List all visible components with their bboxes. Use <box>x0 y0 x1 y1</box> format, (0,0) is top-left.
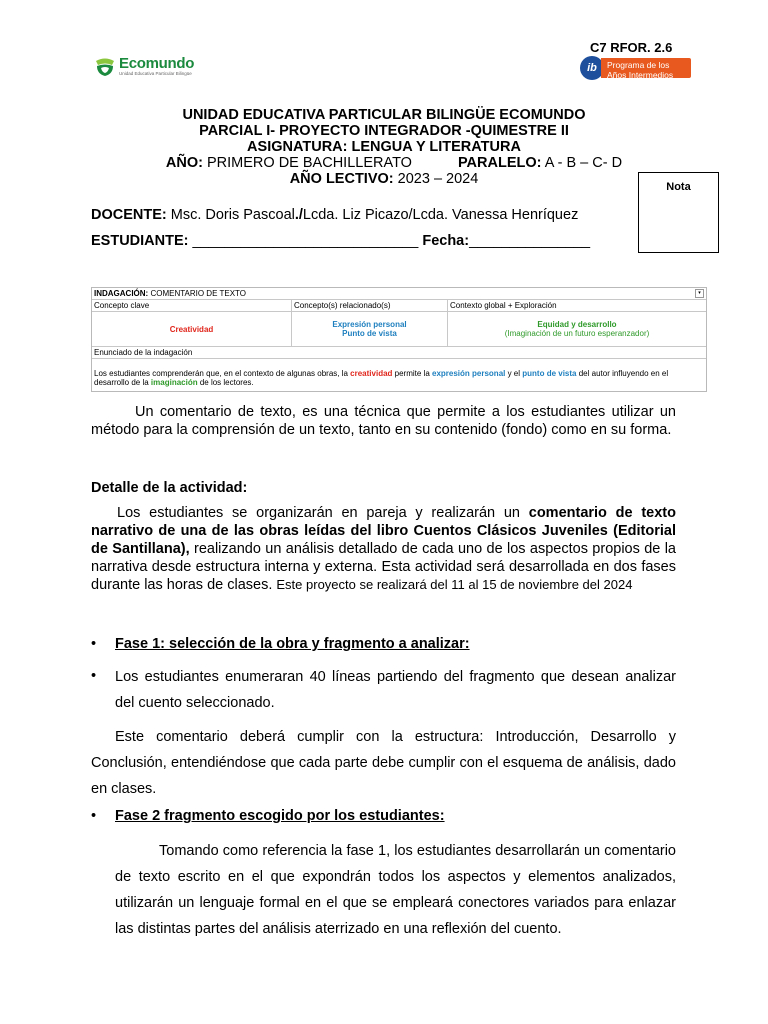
estudiante-line <box>91 233 590 249</box>
value-imaginacion-futuro: (Imaginación de un futuro esperanzador) <box>504 329 650 338</box>
estudiante-blank[interactable]: ____________________________ <box>188 233 423 249</box>
document-code: C7 RFOR. 2.6 <box>590 40 673 55</box>
value-creatividad: Creatividad <box>169 324 214 334</box>
anio-value: PRIMERO DE BACHILLERATO <box>202 155 412 171</box>
paralelo-label: PARALELO: <box>457 155 542 171</box>
detalle-heading: Detalle de la actividad: <box>91 480 248 496</box>
paralelo-value: A - B – C- D <box>541 155 623 171</box>
estructura-paragraph: Este comentario deberá cumplir con la estructura: Introducción, Desarrollo y Conclusión, entendiéndose que cada parte debe cumplir con el esquema de análisis, dado en clases. <box>91 729 676 797</box>
ib-program-line1: Programa de los <box>607 60 670 70</box>
value-expresion-personal: Expresión personal <box>332 320 407 329</box>
bullet-icon: • <box>91 668 97 684</box>
document-header <box>80 107 688 187</box>
anio-label: AÑO: <box>165 155 203 171</box>
enunciado-row <box>92 359 706 391</box>
nota-box: Nota <box>638 172 719 253</box>
ib-icon: ib <box>580 56 604 80</box>
lectivo-label: AÑO LECTIVO: <box>289 171 394 187</box>
col-concepto-clave: Concepto clave <box>92 300 292 311</box>
fechas-proyecto: Este proyecto se realizará del 11 al 15 de noviembre del 2024 <box>276 577 633 592</box>
ecomundo-logo-icon <box>94 57 116 77</box>
indagacion-header-row <box>92 300 706 312</box>
docente-line <box>91 207 578 223</box>
enunciado-label-row <box>92 347 706 359</box>
detalle-paragraph: Los estudiantes se organizarán en pareja y realizarán un comentario de texto narrativo de una de las obras leídas del libro Cuentos Clásicos Juveniles (Editorial de Santillana), realizando un análisis detallado de cada uno de los aspectos propios de la narrativa desde estructura interna y externa. Esta actividad será desarrollada en dos fases durante las horas de clases. Este proyecto se realizará del 11 al 15 de noviembre del 2024 <box>91 505 676 593</box>
fase2-paragraph: Tomando como referencia la fase 1, los estudiantes desarrollarán un comentario de texto escrito en el que expondrán todos los aspectos y elementos analizados, utilizarán un lenguaje formal en el que se empleará conectores variados para enlazar las distintas partes del análisis aterrizado en una reflexión del cuento. <box>115 843 676 937</box>
indagacion-title: COMENTARIO DE TEXTO <box>148 289 247 298</box>
enunciado-label: Enunciado de la indagación <box>94 348 193 357</box>
indagacion-title-label: INDAGACIÓN: <box>94 289 149 298</box>
ib-program-logo <box>580 56 691 80</box>
enunciado-text: Los estudiantes comprenderán que, en el contexto de algunas obras, la creatividad permite la expresión personal y el punto de vista del autor influyendo en el desarrollo de la imaginación de los lectores. <box>94 369 669 387</box>
ecomundo-logo <box>94 56 194 77</box>
fase1-item-text: Los estudiantes enumeraran 40 líneas partiendo del fragmento que desean analizar del cuento seleccionado. <box>115 669 676 711</box>
header-year-line <box>80 155 688 171</box>
fecha-blank[interactable]: _______________ <box>469 233 591 249</box>
estudiante-label: ESTUDIANTE: <box>91 233 189 249</box>
fase1-item <box>91 668 676 728</box>
bullet-icon: • <box>91 636 97 652</box>
value-punto-de-vista: Punto de vista <box>342 329 397 338</box>
bullet-icon: • <box>91 808 97 824</box>
fase1-title: Fase 1: selección de la obra y fragmento a analizar: <box>115 636 470 652</box>
header-school: UNIDAD EDUCATIVA PARTICULAR BILINGÜE ECOMUNDO <box>182 107 586 123</box>
fecha-label: Fecha: <box>422 233 470 249</box>
logo-tagline: Unidad Educativa Particular Bilingüe <box>119 71 192 76</box>
indagacion-title-row <box>92 288 706 300</box>
lectivo-value: 2023 – 2024 <box>393 171 479 187</box>
docente-rest: Lcda. Liz Picazo/Lcda. Vanessa Henríquez <box>302 207 579 223</box>
header-lectivo-line <box>80 171 688 187</box>
ib-program-line2: Años Intermedios <box>607 70 674 80</box>
indagacion-table <box>91 287 707 392</box>
header-project: PARCIAL I- PROYECTO INTEGRADOR -QUIMESTRE II <box>199 123 569 139</box>
col-conceptos-relacionados: Concepto(s) relacionado(s) <box>292 300 448 311</box>
docente-label: DOCENTE: <box>91 207 167 223</box>
dropdown-arrow-icon[interactable]: ▾ <box>695 289 704 298</box>
docente-value: Msc. Doris Pascoal <box>166 207 295 223</box>
docente-sep: ./ <box>294 207 303 223</box>
intro-paragraph: Un comentario de texto, es una técnica que permite a los estudiantes utilizar un método para la comprensión de un texto, tanto en su contenido (fondo) como en su forma. <box>91 404 676 438</box>
logo-name: Ecomundo <box>119 55 195 72</box>
ib-program-band <box>601 58 691 78</box>
fase2-title: Fase 2 fragmento escogido por los estudiantes: <box>115 808 445 824</box>
col-contexto-global: Contexto global + Exploración <box>450 301 557 310</box>
indagacion-values-row <box>92 312 706 347</box>
value-equidad: Equidad y desarrollo <box>537 320 617 329</box>
header-subject: ASIGNATURA: LENGUA Y LITERATURA <box>247 139 521 155</box>
